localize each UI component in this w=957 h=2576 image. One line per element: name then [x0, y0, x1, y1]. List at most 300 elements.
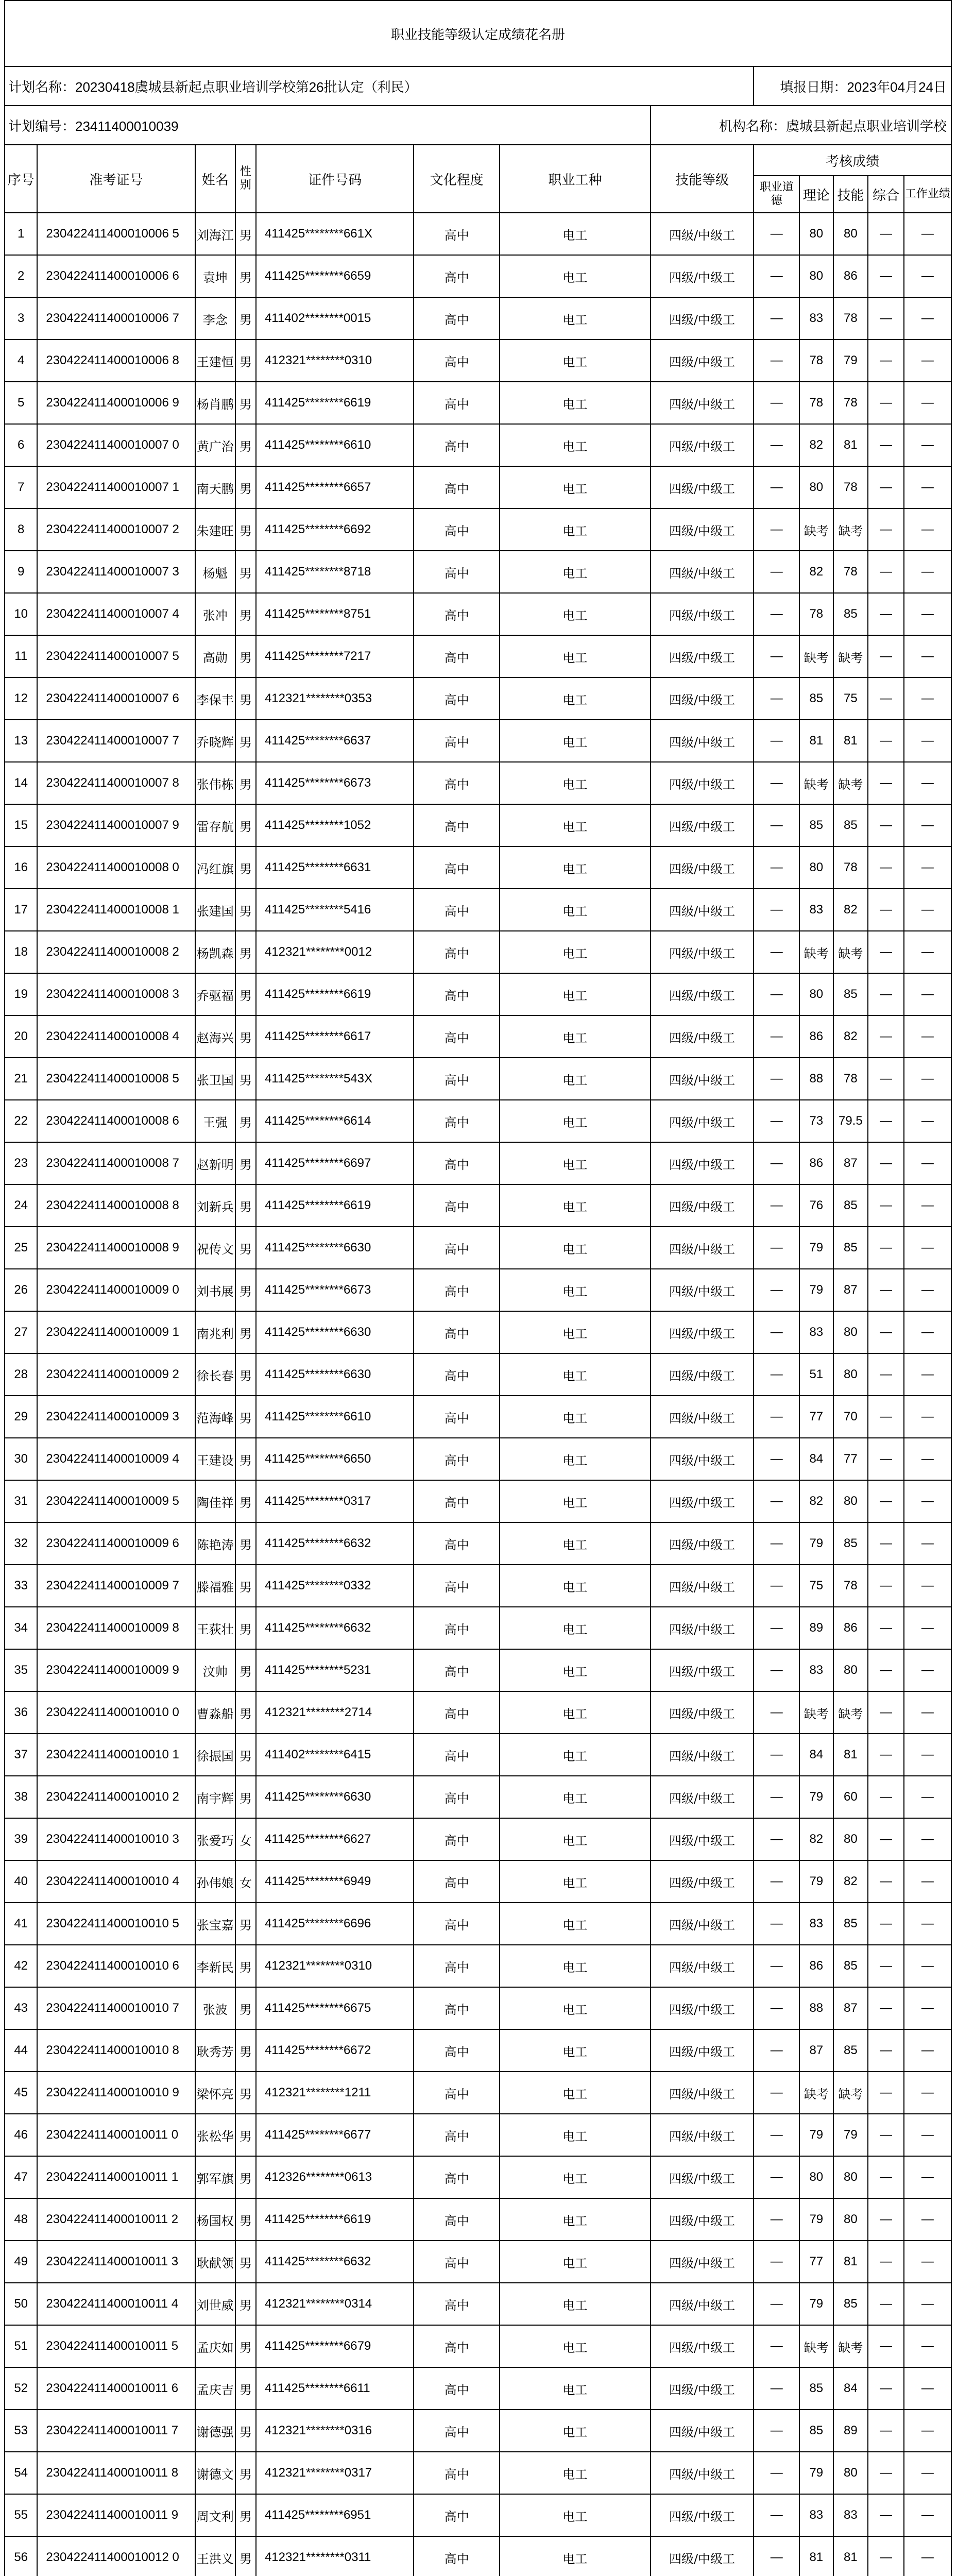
- header-name: 姓名: [195, 145, 235, 213]
- cell-ethics: —: [754, 1396, 799, 1438]
- cell-name: 谢德文: [195, 2452, 235, 2494]
- cell-theory: 85: [799, 2367, 833, 2410]
- roster-table: [4, 0, 952, 2576]
- cell-ethics: —: [754, 2494, 799, 2536]
- cell-gender: 男: [235, 424, 256, 466]
- cell-theory: 79: [799, 1776, 833, 1818]
- cell-education: 高中: [414, 1607, 500, 1649]
- cell-level: 四级/中级工: [651, 1818, 754, 1860]
- cell-education: 高中: [414, 2536, 500, 2576]
- cell-level: 四级/中级工: [651, 973, 754, 1015]
- header-job: 职业工种: [500, 145, 651, 213]
- cell-level: 四级/中级工: [651, 931, 754, 973]
- cell-skill: 85: [833, 1903, 868, 1945]
- table-row: [5, 762, 951, 804]
- cell-skill: 缺考: [833, 762, 868, 804]
- cell-id-no: 411425********6610: [256, 424, 414, 466]
- cell-job: 电工: [500, 2494, 651, 2536]
- cell-ethics: —: [754, 1438, 799, 1480]
- cell-seq: 28: [5, 1353, 37, 1396]
- cell-gender: 男: [235, 1227, 256, 1269]
- cell-level: 四级/中级工: [651, 804, 754, 846]
- cell-skill: 78: [833, 846, 868, 889]
- cell-ethics: —: [754, 255, 799, 297]
- cell-theory: 缺考: [799, 635, 833, 677]
- cell-job: 电工: [500, 466, 651, 509]
- cell-gender: 男: [235, 340, 256, 382]
- cell-ethics: —: [754, 1691, 799, 1734]
- cell-exam-no: 230422411400010010 7: [37, 1987, 195, 2029]
- cell-name: 南兆利: [195, 1311, 235, 1353]
- cell-gender: 男: [235, 1607, 256, 1649]
- cell-work: —: [904, 1227, 951, 1269]
- cell-level: 四级/中级工: [651, 1396, 754, 1438]
- cell-skill: 85: [833, 1945, 868, 1987]
- cell-education: 高中: [414, 2283, 500, 2325]
- cell-overall: —: [868, 2536, 904, 2576]
- cell-name: 孙伟娘: [195, 1860, 235, 1903]
- table-row: [5, 1522, 951, 1565]
- cell-job: 电工: [500, 297, 651, 340]
- cell-overall: —: [868, 1015, 904, 1058]
- cell-ethics: —: [754, 1142, 799, 1184]
- cell-id-no: 411425********6679: [256, 2325, 414, 2367]
- cell-id-no: 412326********0613: [256, 2156, 414, 2198]
- cell-work: —: [904, 2452, 951, 2494]
- cell-work: —: [904, 1945, 951, 1987]
- cell-name: 刘海江: [195, 213, 235, 255]
- cell-theory: 80: [799, 2156, 833, 2198]
- cell-gender: 男: [235, 255, 256, 297]
- fill-date-value: 2023年04月24日: [847, 79, 947, 95]
- cell-overall: —: [868, 1903, 904, 1945]
- cell-exam-no: 230422411400010010 0: [37, 1691, 195, 1734]
- cell-seq: 56: [5, 2536, 37, 2576]
- cell-name: 王强: [195, 1100, 235, 1142]
- page-title: 职业技能等级认定成绩花名册: [5, 1, 951, 66]
- cell-job: 电工: [500, 2156, 651, 2198]
- cell-job: 电工: [500, 2241, 651, 2283]
- cell-seq: 51: [5, 2325, 37, 2367]
- cell-skill: 87: [833, 1987, 868, 2029]
- cell-job: 电工: [500, 1058, 651, 1100]
- cell-seq: 10: [5, 593, 37, 635]
- cell-skill: 85: [833, 2029, 868, 2072]
- cell-exam-no: 230422411400010007 6: [37, 677, 195, 720]
- cell-education: 高中: [414, 1691, 500, 1734]
- cell-id-no: 411425********6614: [256, 1100, 414, 1142]
- cell-job: 电工: [500, 2410, 651, 2452]
- table-row: [5, 973, 951, 1015]
- fill-date-label: 填报日期：: [780, 79, 847, 95]
- cell-work: —: [904, 1438, 951, 1480]
- cell-id-no: 411425********6630: [256, 1776, 414, 1818]
- cell-ethics: —: [754, 2029, 799, 2072]
- cell-job: 电工: [500, 1776, 651, 1818]
- cell-overall: —: [868, 720, 904, 762]
- cell-job: 电工: [500, 1987, 651, 2029]
- cell-overall: —: [868, 973, 904, 1015]
- cell-education: 高中: [414, 2367, 500, 2410]
- header-exam-no: 准考证号: [37, 145, 195, 213]
- cell-exam-no: 230422411400010010 3: [37, 1818, 195, 1860]
- cell-theory: 83: [799, 1311, 833, 1353]
- cell-ethics: —: [754, 1649, 799, 1691]
- cell-seq: 17: [5, 889, 37, 931]
- cell-seq: 34: [5, 1607, 37, 1649]
- table-row: [5, 1776, 951, 1818]
- cell-seq: 21: [5, 1058, 37, 1100]
- cell-gender: 男: [235, 2410, 256, 2452]
- table-row: [5, 931, 951, 973]
- cell-theory: 79: [799, 1860, 833, 1903]
- cell-ethics: —: [754, 1311, 799, 1353]
- table-row: [5, 340, 951, 382]
- cell-seq: 53: [5, 2410, 37, 2452]
- header-skill: 技能: [833, 176, 868, 213]
- cell-theory: 77: [799, 2241, 833, 2283]
- cell-name: 南宇辉: [195, 1776, 235, 1818]
- cell-exam-no: 230422411400010009 3: [37, 1396, 195, 1438]
- cell-level: 四级/中级工: [651, 593, 754, 635]
- cell-exam-no: 230422411400010009 5: [37, 1480, 195, 1522]
- cell-exam-no: 230422411400010011 6: [37, 2367, 195, 2410]
- cell-education: 高中: [414, 2494, 500, 2536]
- cell-overall: —: [868, 2410, 904, 2452]
- cell-gender: 男: [235, 1649, 256, 1691]
- cell-id-no: 411425********6692: [256, 509, 414, 551]
- cell-work: —: [904, 1691, 951, 1734]
- cell-name: 张伟栋: [195, 762, 235, 804]
- cell-gender: 男: [235, 1100, 256, 1142]
- cell-work: —: [904, 1522, 951, 1565]
- cell-ethics: —: [754, 804, 799, 846]
- table-row: [5, 2325, 951, 2367]
- cell-overall: —: [868, 1396, 904, 1438]
- cell-ethics: —: [754, 1227, 799, 1269]
- cell-gender: 男: [235, 382, 256, 424]
- cell-name: 曹淼船: [195, 1691, 235, 1734]
- cell-job: 电工: [500, 2452, 651, 2494]
- cell-work: —: [904, 1269, 951, 1311]
- cell-seq: 4: [5, 340, 37, 382]
- cell-job: 电工: [500, 551, 651, 593]
- table-row: [5, 213, 951, 255]
- cell-name: 李保丰: [195, 677, 235, 720]
- cell-job: 电工: [500, 973, 651, 1015]
- cell-theory: 84: [799, 1734, 833, 1776]
- cell-id-no: 411425********661X: [256, 213, 414, 255]
- cell-id-no: 411425********6630: [256, 1227, 414, 1269]
- cell-work: —: [904, 1100, 951, 1142]
- cell-id-no: 411425********6611: [256, 2367, 414, 2410]
- cell-id-no: 412321********0311: [256, 2536, 414, 2576]
- table-row: [5, 551, 951, 593]
- cell-theory: 缺考: [799, 931, 833, 973]
- cell-gender: 男: [235, 2198, 256, 2241]
- cell-seq: 55: [5, 2494, 37, 2536]
- cell-theory: 80: [799, 213, 833, 255]
- cell-gender: 男: [235, 2029, 256, 2072]
- plan-name-label: 计划名称：: [8, 79, 76, 95]
- cell-skill: 81: [833, 2241, 868, 2283]
- cell-seq: 25: [5, 1227, 37, 1269]
- cell-ethics: —: [754, 340, 799, 382]
- cell-education: 高中: [414, 2325, 500, 2367]
- cell-overall: —: [868, 1776, 904, 1818]
- cell-gender: 男: [235, 2241, 256, 2283]
- cell-gender: 男: [235, 804, 256, 846]
- cell-id-no: 411402********6415: [256, 1734, 414, 1776]
- cell-gender: 男: [235, 213, 256, 255]
- cell-skill: 86: [833, 1607, 868, 1649]
- cell-ethics: —: [754, 1058, 799, 1100]
- cell-level: 四级/中级工: [651, 2536, 754, 2576]
- cell-job: 电工: [500, 2114, 651, 2156]
- cell-job: 电工: [500, 1100, 651, 1142]
- cell-level: 四级/中级工: [651, 889, 754, 931]
- cell-name: 郭军旗: [195, 2156, 235, 2198]
- cell-exam-no: 230422411400010008 8: [37, 1184, 195, 1227]
- cell-gender: 男: [235, 593, 256, 635]
- cell-work: —: [904, 2072, 951, 2114]
- cell-level: 四级/中级工: [651, 2241, 754, 2283]
- cell-education: 高中: [414, 931, 500, 973]
- cell-work: —: [904, 931, 951, 973]
- cell-level: 四级/中级工: [651, 297, 754, 340]
- cell-id-no: 411425********1052: [256, 804, 414, 846]
- cell-education: 高中: [414, 1100, 500, 1142]
- cell-name: 耿秀芳: [195, 2029, 235, 2072]
- cell-theory: 80: [799, 255, 833, 297]
- cell-name: 梁怀亮: [195, 2072, 235, 2114]
- table-row: [5, 1734, 951, 1776]
- cell-exam-no: 230422411400010006 6: [37, 255, 195, 297]
- cell-theory: 89: [799, 1607, 833, 1649]
- table-body: [5, 213, 951, 2576]
- cell-ethics: —: [754, 973, 799, 1015]
- cell-skill: 80: [833, 1818, 868, 1860]
- cell-job: 电工: [500, 1184, 651, 1227]
- cell-ethics: —: [754, 762, 799, 804]
- table-row: [5, 635, 951, 677]
- cell-seq: 27: [5, 1311, 37, 1353]
- cell-gender: 男: [235, 1438, 256, 1480]
- cell-seq: 46: [5, 2114, 37, 2156]
- table-row: [5, 2410, 951, 2452]
- plan-number: [5, 106, 651, 145]
- cell-gender: 男: [235, 1480, 256, 1522]
- cell-seq: 19: [5, 973, 37, 1015]
- cell-level: 四级/中级工: [651, 762, 754, 804]
- cell-gender: 男: [235, 2325, 256, 2367]
- cell-education: 高中: [414, 466, 500, 509]
- cell-level: 四级/中级工: [651, 1734, 754, 1776]
- cell-overall: —: [868, 382, 904, 424]
- cell-skill: 84: [833, 2367, 868, 2410]
- cell-theory: 88: [799, 1987, 833, 2029]
- cell-seq: 50: [5, 2283, 37, 2325]
- cell-ethics: —: [754, 213, 799, 255]
- cell-overall: —: [868, 1522, 904, 1565]
- cell-skill: 81: [833, 1734, 868, 1776]
- cell-name: 孟庆吉: [195, 2367, 235, 2410]
- cell-skill: 78: [833, 1058, 868, 1100]
- cell-skill: 85: [833, 1184, 868, 1227]
- cell-theory: 83: [799, 2494, 833, 2536]
- cell-name: 张松华: [195, 2114, 235, 2156]
- cell-gender: 男: [235, 1945, 256, 1987]
- cell-work: —: [904, 382, 951, 424]
- cell-gender: 男: [235, 1691, 256, 1734]
- cell-seq: 54: [5, 2452, 37, 2494]
- cell-job: 电工: [500, 1480, 651, 1522]
- cell-overall: —: [868, 2283, 904, 2325]
- cell-job: 电工: [500, 424, 651, 466]
- cell-gender: 男: [235, 762, 256, 804]
- cell-id-no: 411425********6619: [256, 382, 414, 424]
- cell-name: 王建设: [195, 1438, 235, 1480]
- cell-job: 电工: [500, 1522, 651, 1565]
- cell-overall: —: [868, 1100, 904, 1142]
- cell-skill: 80: [833, 1649, 868, 1691]
- cell-seq: 30: [5, 1438, 37, 1480]
- cell-education: 高中: [414, 2198, 500, 2241]
- cell-work: —: [904, 297, 951, 340]
- cell-exam-no: 230422411400010007 9: [37, 804, 195, 846]
- cell-seq: 40: [5, 1860, 37, 1903]
- cell-id-no: 411425********6650: [256, 1438, 414, 1480]
- cell-theory: 80: [799, 846, 833, 889]
- plan-name: [5, 66, 754, 106]
- table-row: [5, 1184, 951, 1227]
- cell-id-no: 411425********6637: [256, 720, 414, 762]
- table-row: [5, 1945, 951, 1987]
- cell-level: 四级/中级工: [651, 255, 754, 297]
- cell-skill: 81: [833, 2536, 868, 2576]
- cell-id-no: 411425********6630: [256, 1353, 414, 1396]
- cell-ethics: —: [754, 1269, 799, 1311]
- cell-gender: 男: [235, 1734, 256, 1776]
- cell-theory: 78: [799, 340, 833, 382]
- table-row: [5, 804, 951, 846]
- cell-education: 高中: [414, 1015, 500, 1058]
- cell-seq: 37: [5, 1734, 37, 1776]
- cell-job: 电工: [500, 2325, 651, 2367]
- cell-id-no: 412321********0316: [256, 2410, 414, 2452]
- cell-job: 电工: [500, 1142, 651, 1184]
- cell-name: 赵海兴: [195, 1015, 235, 1058]
- cell-skill: 80: [833, 1480, 868, 1522]
- cell-seq: 2: [5, 255, 37, 297]
- cell-theory: 79: [799, 2452, 833, 2494]
- cell-seq: 35: [5, 1649, 37, 1691]
- cell-work: —: [904, 1860, 951, 1903]
- cell-level: 四级/中级工: [651, 213, 754, 255]
- cell-work: —: [904, 255, 951, 297]
- cell-education: 高中: [414, 889, 500, 931]
- cell-theory: 79: [799, 1522, 833, 1565]
- header-theory: 理论: [799, 176, 833, 213]
- cell-seq: 13: [5, 720, 37, 762]
- cell-id-no: 412321********0310: [256, 1945, 414, 1987]
- cell-education: 高中: [414, 1269, 500, 1311]
- cell-name: 乔驱福: [195, 973, 235, 1015]
- cell-gender: 男: [235, 2536, 256, 2576]
- cell-overall: —: [868, 1353, 904, 1396]
- cell-skill: 78: [833, 1565, 868, 1607]
- cell-level: 四级/中级工: [651, 466, 754, 509]
- cell-theory: 88: [799, 1058, 833, 1100]
- cell-work: —: [904, 2367, 951, 2410]
- cell-job: 电工: [500, 635, 651, 677]
- cell-ethics: —: [754, 382, 799, 424]
- cell-exam-no: 230422411400010008 1: [37, 889, 195, 931]
- cell-ethics: —: [754, 1015, 799, 1058]
- cell-seq: 16: [5, 846, 37, 889]
- cell-name: 黄广治: [195, 424, 235, 466]
- cell-education: 高中: [414, 1438, 500, 1480]
- cell-theory: 79: [799, 1227, 833, 1269]
- cell-gender: 男: [235, 1776, 256, 1818]
- cell-seq: 18: [5, 931, 37, 973]
- cell-work: —: [904, 804, 951, 846]
- cell-job: 电工: [500, 1903, 651, 1945]
- cell-job: 电工: [500, 1734, 651, 1776]
- cell-theory: 79: [799, 1269, 833, 1311]
- cell-skill: 缺考: [833, 2072, 868, 2114]
- cell-job: 电工: [500, 340, 651, 382]
- cell-education: 高中: [414, 509, 500, 551]
- cell-skill: 79: [833, 2114, 868, 2156]
- cell-level: 四级/中级工: [651, 1565, 754, 1607]
- cell-work: —: [904, 1818, 951, 1860]
- cell-exam-no: 230422411400010006 8: [37, 340, 195, 382]
- cell-overall: —: [868, 2452, 904, 2494]
- cell-overall: —: [868, 1734, 904, 1776]
- cell-exam-no: 230422411400010010 8: [37, 2029, 195, 2072]
- cell-name: 耿献领: [195, 2241, 235, 2283]
- cell-job: 电工: [500, 1438, 651, 1480]
- table-row: [5, 720, 951, 762]
- cell-gender: 男: [235, 1396, 256, 1438]
- cell-work: —: [904, 1480, 951, 1522]
- cell-work: —: [904, 466, 951, 509]
- cell-skill: 缺考: [833, 1691, 868, 1734]
- table-row: [5, 889, 951, 931]
- cell-education: 高中: [414, 677, 500, 720]
- cell-id-no: 411425********6696: [256, 1903, 414, 1945]
- cell-seq: 39: [5, 1818, 37, 1860]
- cell-exam-no: 230422411400010008 5: [37, 1058, 195, 1100]
- cell-name: 雷存航: [195, 804, 235, 846]
- cell-work: —: [904, 1987, 951, 2029]
- cell-overall: —: [868, 846, 904, 889]
- cell-education: 高中: [414, 762, 500, 804]
- cell-overall: —: [868, 2072, 904, 2114]
- cell-overall: —: [868, 1142, 904, 1184]
- cell-name: 张爱巧: [195, 1818, 235, 1860]
- cell-gender: 男: [235, 1058, 256, 1100]
- table-row: [5, 2198, 951, 2241]
- table-row: [5, 1353, 951, 1396]
- cell-name: 范海峰: [195, 1396, 235, 1438]
- cell-name: 张冲: [195, 593, 235, 635]
- cell-overall: —: [868, 466, 904, 509]
- cell-theory: 缺考: [799, 2072, 833, 2114]
- cell-work: —: [904, 1649, 951, 1691]
- cell-exam-no: 230422411400010011 8: [37, 2452, 195, 2494]
